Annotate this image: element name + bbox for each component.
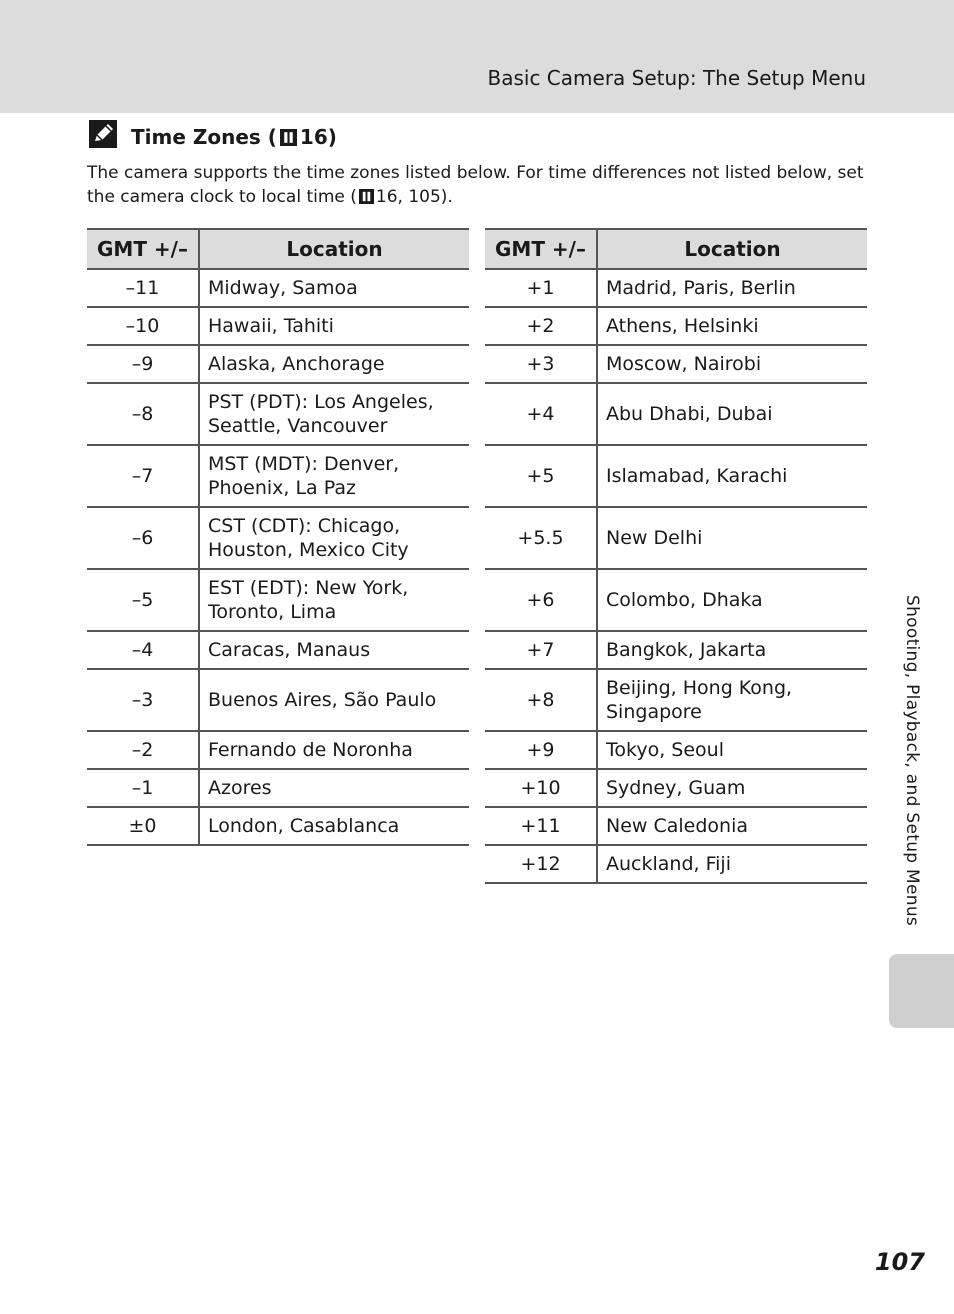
table-row: [87, 569, 469, 631]
gmt-offset-cell: +8: [485, 669, 597, 731]
table-row: [485, 345, 867, 383]
location-cell: Midway, Samoa: [199, 269, 469, 307]
column-header-gmt: GMT +/–: [87, 229, 199, 269]
time-zone-table-left: [87, 228, 469, 846]
location-cell: Athens, Helsinki: [597, 307, 867, 345]
location-cell: Abu Dhabi, Dubai: [597, 383, 867, 445]
page-reference-icon: [359, 189, 374, 204]
table-row: [87, 445, 469, 507]
table-row: [485, 307, 867, 345]
intro-text: The camera supports the time zones listed below. For time differences not listed below, set the camera clock to local time (: [87, 163, 864, 207]
location-cell: Hawaii, Tahiti: [199, 307, 469, 345]
gmt-offset-cell: –4: [87, 631, 199, 669]
gmt-offset-cell: –5: [87, 569, 199, 631]
gmt-offset-cell: –7: [87, 445, 199, 507]
gmt-offset-cell: +9: [485, 731, 597, 769]
location-cell: New Delhi: [597, 507, 867, 569]
header-band: [0, 0, 954, 113]
location-cell: EST (EDT): New York, Toronto, Lima: [199, 569, 469, 631]
location-cell: Alaska, Anchorage: [199, 345, 469, 383]
table-row: [485, 507, 867, 569]
page-header-title: Basic Camera Setup: The Setup Menu: [487, 66, 866, 90]
table-row: [87, 731, 469, 769]
gmt-offset-cell: +5: [485, 445, 597, 507]
intro-text-end: ).: [440, 187, 453, 207]
table-row: [485, 445, 867, 507]
column-header-location: Location: [597, 229, 867, 269]
table-row: [485, 669, 867, 731]
location-cell: Beijing, Hong Kong, Singapore: [597, 669, 867, 731]
table-row: [485, 731, 867, 769]
table-header-row: [485, 229, 867, 269]
table-row: [485, 631, 867, 669]
table-row: [485, 807, 867, 845]
side-tab: [889, 954, 954, 1028]
section-title: [131, 125, 337, 149]
section-title-ref: 16: [299, 125, 328, 149]
gmt-offset-cell: +4: [485, 383, 597, 445]
column-header-location: Location: [199, 229, 469, 269]
table-row: [87, 807, 469, 845]
location-cell: Tokyo, Seoul: [597, 731, 867, 769]
table-header-row: [87, 229, 469, 269]
gmt-offset-cell: ±0: [87, 807, 199, 845]
gmt-offset-cell: –9: [87, 345, 199, 383]
location-cell: Fernando de Noronha: [199, 731, 469, 769]
location-cell: Caracas, Manaus: [199, 631, 469, 669]
page-number: 107: [874, 1248, 925, 1276]
gmt-offset-cell: –1: [87, 769, 199, 807]
location-cell: Madrid, Paris, Berlin: [597, 269, 867, 307]
table-row: [485, 269, 867, 307]
gmt-offset-cell: +10: [485, 769, 597, 807]
table-row: [87, 307, 469, 345]
gmt-offset-cell: +6: [485, 569, 597, 631]
location-cell: Buenos Aires, São Paulo: [199, 669, 469, 731]
table-row: [485, 845, 867, 883]
page-reference-icon: [280, 129, 297, 146]
gmt-offset-cell: –6: [87, 507, 199, 569]
location-cell: Islamabad, Karachi: [597, 445, 867, 507]
column-header-gmt: GMT +/–: [485, 229, 597, 269]
location-cell: London, Casablanca: [199, 807, 469, 845]
location-cell: Sydney, Guam: [597, 769, 867, 807]
gmt-offset-cell: +11: [485, 807, 597, 845]
table-row: [87, 507, 469, 569]
location-cell: Colombo, Dhaka: [597, 569, 867, 631]
gmt-offset-cell: –10: [87, 307, 199, 345]
gmt-offset-cell: +7: [485, 631, 597, 669]
location-cell: Auckland, Fiji: [597, 845, 867, 883]
gmt-offset-cell: +3: [485, 345, 597, 383]
table-row: [87, 669, 469, 731]
table-row: [485, 569, 867, 631]
table-row: [87, 769, 469, 807]
time-zone-table-right: [485, 228, 867, 884]
gmt-offset-cell: –8: [87, 383, 199, 445]
gmt-offset-cell: +5.5: [485, 507, 597, 569]
gmt-offset-cell: –11: [87, 269, 199, 307]
table-row: [485, 383, 867, 445]
table-row: [87, 631, 469, 669]
location-cell: Azores: [199, 769, 469, 807]
location-cell: New Caledonia: [597, 807, 867, 845]
location-cell: CST (CDT): Chicago, Houston, Mexico City: [199, 507, 469, 569]
intro-ref: 16, 105: [375, 187, 441, 207]
section-title-prefix: Time Zones (: [131, 125, 277, 149]
location-cell: Moscow, Nairobi: [597, 345, 867, 383]
section-title-suffix: ): [327, 125, 337, 149]
gmt-offset-cell: –2: [87, 731, 199, 769]
location-cell: Bangkok, Jakarta: [597, 631, 867, 669]
gmt-offset-cell: –3: [87, 669, 199, 731]
table-row: [87, 345, 469, 383]
table-row: [87, 383, 469, 445]
location-cell: PST (PDT): Los Angeles, Seattle, Vancouver: [199, 383, 469, 445]
gmt-offset-cell: +1: [485, 269, 597, 307]
gmt-offset-cell: +2: [485, 307, 597, 345]
table-row: [87, 269, 469, 307]
intro-paragraph: [87, 161, 867, 209]
table-row: [485, 769, 867, 807]
location-cell: MST (MDT): Denver, Phoenix, La Paz: [199, 445, 469, 507]
note-pencil-icon: [89, 120, 117, 148]
side-tab-label: Shooting, Playback, and Setup Menus: [902, 595, 922, 927]
gmt-offset-cell: +12: [485, 845, 597, 883]
